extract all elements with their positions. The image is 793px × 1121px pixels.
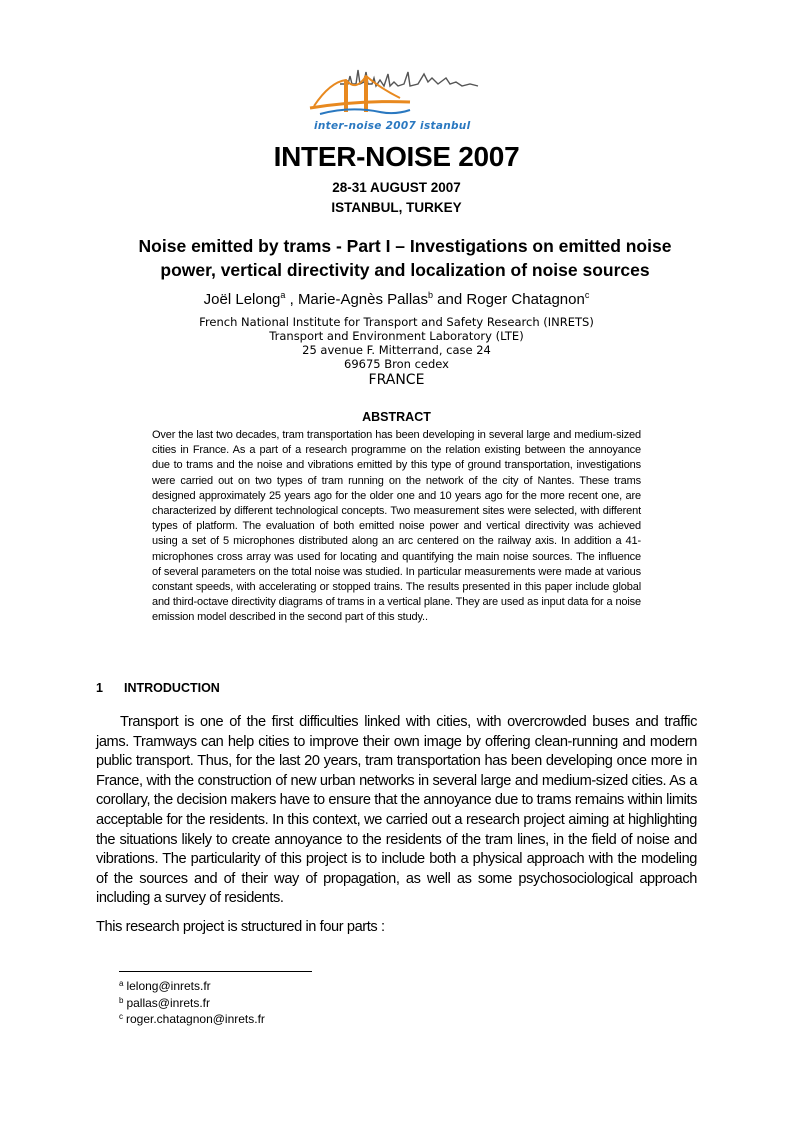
conference-logo [300,62,485,137]
footnote [119,995,265,1012]
footnote [119,1011,265,1028]
footnote-mark: a [119,979,124,988]
section-number: 1 [96,681,103,695]
footnote-divider [119,971,312,972]
bridge-tower-right [364,76,368,112]
footnotes [119,978,265,1028]
paper-title-line-2: power, vertical directivity and localization of noise sources [160,260,650,280]
body-paragraph: Transport is one of the first difficulties linked with cities, with overcrowded buses and traffic jams. Tramways can help cities to improve their own image by offering clean-running and modern public transport. Thus, for the last 20 years, tram transportation has been developing once more in France, with the construction of new urban networks in several large and medium-sized cities. As a corollary, the decision makers have to ensure that the annoyance due to trams remains within limits acceptable for the residents. In this context, we carried out a research project aiming at highlighting the situations likely to create annoyance to the residents of the tram lines, in the field of noise and vibrations. The particularity of this project is to include both a physical approach with the modeling of the sources and of their way of propagation, as well as some psychosociological approach including a survey of residents. [96,714,697,907]
footnote [119,978,265,995]
paper-title-line-1: Noise emitted by trams - Part I – Investigations on emitted noise [138,236,672,256]
bridge-deck [310,102,410,108]
logo-text: inter-noise 2007 istanbul [314,120,471,132]
paper-title [95,234,715,282]
bridge-logo-graphic [300,62,485,122]
author-name: Marie-Agnès Pallas [297,291,428,308]
author-affiliation-mark: b [428,290,434,300]
author-list [0,291,793,308]
footnote-mark: c [119,1012,123,1021]
author-name: Joël Lelong [203,291,281,308]
footnote-email[interactable]: lelong@inrets.fr [126,979,211,993]
abstract-heading: ABSTRACT [362,410,431,424]
conference-date: 28-31 AUGUST 2007 [332,180,461,195]
affiliation-institute: French National Institute for Transport and Safety Research (INRETS) [199,315,594,329]
section-heading [96,681,220,695]
footnote-mark: b [119,995,124,1005]
author-separator: , [285,291,298,308]
affiliation-laboratory: Transport and Environment Laboratory (LTE) [269,329,524,343]
bridge-tower-left [344,80,348,112]
conference-place: ISTANBUL, TURKEY [331,200,462,215]
conference-title: INTER-NOISE 2007 [273,141,520,172]
affiliation-city: 69675 Bron cedex [344,357,449,371]
affiliation-address: 25 avenue F. Mitterrand, case 24 [302,343,491,357]
author-affiliation-mark: c [584,290,590,300]
footnote-email[interactable]: pallas@inrets.fr [126,995,210,1010]
author-separator: and [433,291,467,308]
section-title: INTRODUCTION [124,681,220,695]
section-body [96,713,697,938]
footnote-email[interactable]: roger.chatagnon@inrets.fr [126,1012,265,1026]
author-name: Roger Chatagnon [466,291,585,308]
author-affiliation-mark: a [280,290,286,300]
affiliation-country: FRANCE [368,372,425,388]
abstract-text: Over the last two decades, tram transportation has been developing in several large and medium-sized cities in France. As a part of a research programme on the relation existing between the annoyance due to trams and the noise and vibrations emitted by this type of ground transportation, investigations were carried out on two types of tram running on the network of the city of Nantes. These trams designed approximately 25 years ago for the older one and 10 years ago for the more recent one, are characterized by different technological concepts. Two measurement sites were selected, with different types of platform. The evaluation of both emitted noise power and vertical directivity was achieved using a set of 5 microphones distributed along an arc centered on the railway axis. In addition a 41-microphones cross array was used for locating and quantifying the main noise sources. The influence of several parameters on the total noise was studied. In particular measurements were made at various constant speeds, with accelerating or stopped trains. The results presented in this paper include global and third-octave directivity diagrams of trams in a vertical plane. They are used as input data for a noise emission model described in the second part of this study.. [152,429,641,624]
body-paragraph: This research project is structured in four parts : [96,918,385,935]
